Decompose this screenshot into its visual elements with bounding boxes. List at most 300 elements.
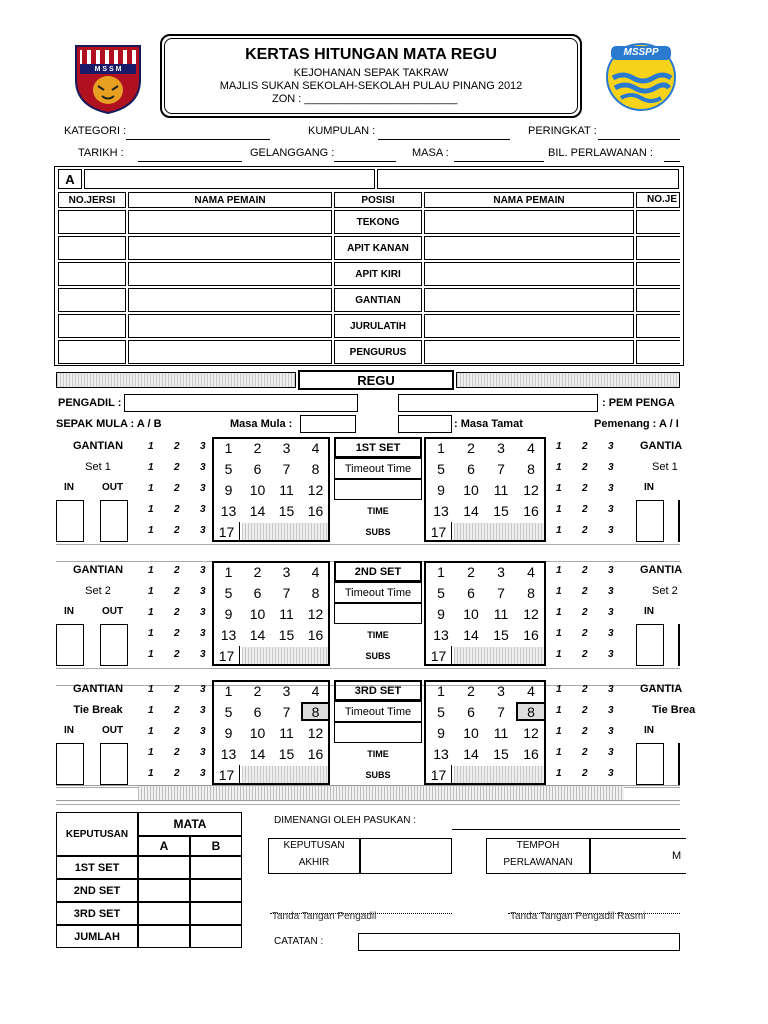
score-num-left[interactable]: 11 [279, 605, 294, 622]
small-num-right[interactable]: 2 [582, 565, 588, 576]
jersi-input-left[interactable] [58, 236, 126, 260]
result-score-b[interactable] [190, 902, 242, 925]
small-num-left[interactable]: 1 [148, 628, 154, 639]
score-num-right[interactable]: 16 [523, 745, 539, 762]
score-num-left[interactable]: 15 [278, 745, 295, 762]
set-gantian-right: GANTIA [640, 683, 683, 695]
score-num-right[interactable]: 12 [523, 724, 539, 741]
set-name-left: Set 1 [85, 461, 111, 473]
score-num-left[interactable]: 8 [311, 460, 320, 477]
keputusan-akhir-input[interactable] [360, 838, 452, 874]
small-num-right[interactable]: 2 [582, 607, 588, 618]
result-score-b[interactable] [190, 856, 242, 879]
small-num-right[interactable]: 3 [608, 525, 614, 536]
score-num-right[interactable]: 1 [437, 439, 445, 456]
score-num-left[interactable]: 7 [282, 460, 291, 477]
masa-mula-input[interactable] [300, 415, 356, 433]
small-num-right[interactable]: 2 [582, 586, 588, 597]
small-num-left[interactable]: 1 [148, 607, 154, 618]
info-gelanggang-line[interactable] [334, 161, 396, 162]
score-num-right[interactable]: 12 [523, 481, 539, 498]
tempoh-m: M [672, 850, 682, 862]
score-num-left[interactable]: 9 [224, 481, 233, 498]
jersi-input-left[interactable] [58, 288, 126, 312]
small-num-right[interactable]: 1 [556, 684, 562, 695]
team-name-input-right[interactable] [377, 169, 679, 189]
small-num-left[interactable]: 2 [174, 726, 180, 737]
small-num-left[interactable]: 3 [200, 705, 206, 716]
nama-input-right[interactable] [424, 340, 634, 364]
score-num-left[interactable]: 6 [253, 460, 262, 477]
small-num-right[interactable]: 3 [608, 441, 614, 452]
jersi-input-right[interactable] [636, 236, 680, 260]
score-num-right[interactable]: 9 [437, 481, 445, 498]
score-num-left[interactable]: 2 [253, 682, 262, 699]
set-name-right: Set 2 [652, 585, 678, 597]
score-num-left[interactable]: 5 [224, 584, 233, 601]
masa-tamat-input[interactable] [398, 415, 452, 433]
small-num-right[interactable]: 1 [556, 525, 562, 536]
set-label: 3RD SET [334, 680, 422, 701]
col-nama: NAMA PEMAIN [128, 192, 332, 208]
sub-in-box-right[interactable] [636, 624, 664, 666]
score-num-left[interactable]: 7 [282, 703, 291, 720]
small-num-left[interactable]: 2 [174, 649, 180, 660]
small-num-right[interactable]: 1 [556, 483, 562, 494]
jersi-input-right[interactable] [636, 340, 680, 364]
small-num-left[interactable]: 1 [148, 747, 154, 758]
set-name-right: Tie Brea [652, 704, 696, 716]
small-num-left[interactable]: 3 [200, 441, 206, 452]
score-num-left[interactable]: 16 [307, 626, 324, 643]
small-num-right[interactable]: 3 [608, 726, 614, 737]
set-gantian-left: GANTIAN [72, 683, 124, 695]
score-num-left[interactable]: 8 [311, 584, 320, 601]
small-num-left[interactable]: 3 [200, 747, 206, 758]
subs-label: SUBS [365, 769, 391, 780]
keputusan-akhir-2: AKHIR [298, 857, 330, 868]
score-num-left[interactable]: 3 [282, 563, 291, 580]
small-num-right[interactable]: 2 [582, 768, 588, 779]
jersi-input-left[interactable] [58, 262, 126, 286]
set-name-right: Set 1 [652, 461, 678, 473]
small-num-right[interactable]: 1 [556, 726, 562, 737]
timeout-label: Timeout Time [334, 582, 422, 603]
jersi-input-right[interactable] [636, 288, 680, 312]
sub-out-box-left[interactable] [100, 624, 128, 666]
position-label: TEKONG [334, 210, 422, 234]
score-num-right[interactable]: 17 [426, 646, 452, 665]
jersi-input-left[interactable] [58, 340, 126, 364]
score-num-right[interactable]: 6 [467, 584, 475, 601]
score-num-right[interactable]: 14 [463, 502, 479, 519]
score-num-left[interactable]: 8 [301, 702, 330, 721]
score-num-right[interactable]: 14 [463, 745, 479, 762]
regu-title: REGU [298, 370, 454, 390]
score-num-left[interactable]: 11 [279, 481, 294, 498]
small-num-right[interactable]: 1 [556, 441, 562, 452]
score-num-right[interactable]: 3 [497, 439, 505, 456]
score-hatch-right [454, 647, 544, 664]
set-in-right: IN [644, 725, 654, 736]
small-num-right[interactable]: 3 [608, 462, 614, 473]
nama-input-left[interactable] [128, 340, 332, 364]
score-num-right[interactable]: 9 [437, 724, 445, 741]
small-num-right[interactable]: 2 [582, 705, 588, 716]
col-jersi: NO.JERSI [58, 192, 126, 208]
info-bil: BIL. PERLAWANAN : [548, 147, 653, 159]
score-num-left[interactable]: 13 [220, 626, 237, 643]
small-num-left[interactable]: 2 [174, 462, 180, 473]
small-num-right[interactable]: 2 [582, 747, 588, 758]
score-num-left[interactable]: 4 [311, 682, 320, 699]
small-num-left[interactable]: 2 [174, 684, 180, 695]
score-num-left[interactable]: 1 [224, 563, 233, 580]
score-num-left[interactable]: 6 [253, 584, 262, 601]
score-num-left[interactable]: 2 [253, 439, 262, 456]
score-num-right[interactable]: 1 [437, 682, 445, 699]
score-num-right[interactable]: 8 [527, 584, 535, 601]
score-num-right[interactable]: 7 [497, 703, 505, 720]
result-score-a[interactable] [138, 902, 190, 925]
small-num-left[interactable]: 2 [174, 628, 180, 639]
score-num-left[interactable]: 1 [224, 439, 233, 456]
small-num-left[interactable]: 1 [148, 768, 154, 779]
score-num-right[interactable]: 2 [467, 439, 475, 456]
small-num-left[interactable]: 1 [148, 483, 154, 494]
score-num-right[interactable]: 3 [497, 682, 505, 699]
score-num-right[interactable]: 7 [497, 460, 505, 477]
score-num-left[interactable]: 4 [311, 439, 320, 456]
score-num-right[interactable]: 13 [433, 745, 449, 762]
small-num-left[interactable]: 1 [148, 525, 154, 536]
score-num-left[interactable]: 3 [282, 439, 291, 456]
small-num-left[interactable]: 2 [174, 525, 180, 536]
set-name-left: Set 2 [85, 585, 111, 597]
small-num-right[interactable]: 2 [582, 726, 588, 737]
col-posisi: POSISI [334, 192, 422, 208]
score-num-left[interactable]: 2 [253, 563, 262, 580]
small-num-right[interactable]: 2 [582, 525, 588, 536]
score-num-left[interactable]: 3 [282, 682, 291, 699]
score-num-right[interactable]: 4 [527, 682, 535, 699]
score-num-left[interactable]: 17 [214, 765, 240, 784]
nama-input-right[interactable] [424, 236, 634, 260]
small-num-right[interactable]: 3 [608, 747, 614, 758]
position-label: APIT KIRI [334, 262, 422, 286]
regu-hatch-right [456, 372, 680, 388]
score-num-left[interactable]: 6 [253, 703, 262, 720]
small-num-left[interactable]: 1 [148, 462, 154, 473]
score-num-right[interactable]: 15 [493, 745, 509, 762]
info-bil-line[interactable] [664, 161, 680, 162]
jersi-input-right[interactable] [636, 262, 680, 286]
score-num-right[interactable]: 5 [437, 703, 445, 720]
col-nama2: NAMA PEMAIN [424, 192, 634, 208]
result-row-label: JUMLAH [56, 925, 138, 948]
score-num-left[interactable]: 14 [249, 502, 266, 519]
score-num-right[interactable]: 17 [426, 765, 452, 784]
info-masa-line[interactable] [454, 161, 544, 162]
score-num-left[interactable]: 17 [214, 522, 240, 541]
small-num-left[interactable]: 1 [148, 726, 154, 737]
score-num-right[interactable]: 16 [523, 626, 539, 643]
score-num-left[interactable]: 13 [220, 502, 237, 519]
nama-input-right[interactable] [424, 288, 634, 312]
sub-in-box-right[interactable] [636, 743, 664, 785]
pengadil-input[interactable] [124, 394, 358, 412]
score-num-left[interactable]: 14 [249, 626, 266, 643]
small-num-right[interactable]: 3 [608, 565, 614, 576]
score-num-left[interactable]: 4 [311, 563, 320, 580]
pemenang-label: Pemenang : A / I [594, 418, 679, 430]
score-num-right[interactable]: 2 [467, 682, 475, 699]
result-score-a[interactable] [138, 856, 190, 879]
dimenangi-line[interactable] [452, 829, 680, 830]
small-num-left[interactable]: 3 [200, 649, 206, 660]
pem-input[interactable] [398, 394, 598, 412]
score-num-right[interactable]: 2 [467, 563, 475, 580]
small-num-right[interactable]: 3 [608, 628, 614, 639]
small-num-right[interactable]: 3 [608, 768, 614, 779]
small-num-right[interactable]: 1 [556, 747, 562, 758]
score-num-right[interactable]: 8 [516, 702, 546, 721]
score-num-left[interactable]: 5 [224, 460, 233, 477]
sign2-label: Tanda Tangan Pengadil Rasmi [510, 911, 646, 922]
small-num-left[interactable]: 2 [174, 483, 180, 494]
score-num-right[interactable]: 10 [463, 481, 479, 498]
small-num-left[interactable]: 2 [174, 747, 180, 758]
score-num-right[interactable]: 4 [527, 563, 535, 580]
jersi-input-left[interactable] [58, 210, 126, 234]
small-num-right[interactable]: 2 [582, 441, 588, 452]
result-score-a[interactable] [138, 925, 190, 948]
info-peringkat-line[interactable] [598, 139, 680, 140]
info-kategori-line[interactable] [126, 139, 270, 140]
score-num-left[interactable]: 15 [278, 502, 295, 519]
score-num-right[interactable]: 11 [493, 605, 509, 622]
score-num-left[interactable]: 9 [224, 724, 233, 741]
score-num-right[interactable]: 1 [437, 563, 445, 580]
small-num-left[interactable]: 2 [174, 586, 180, 597]
timeout-label: Timeout Time [334, 701, 422, 722]
sign1-label: Tanda Tangan Pengadil [272, 911, 377, 922]
small-num-right[interactable]: 1 [556, 768, 562, 779]
nama-input-left[interactable] [128, 262, 332, 286]
small-num-right[interactable]: 3 [608, 607, 614, 618]
small-num-right[interactable]: 1 [556, 565, 562, 576]
score-num-right[interactable]: 13 [433, 502, 449, 519]
score-num-right[interactable]: 6 [467, 460, 475, 477]
score-num-right[interactable]: 3 [497, 563, 505, 580]
score-num-right[interactable]: 17 [426, 522, 452, 541]
subs-label: SUBS [365, 526, 391, 537]
score-num-right[interactable]: 10 [463, 605, 479, 622]
small-num-right[interactable]: 1 [556, 462, 562, 473]
position-label: JURULATIH [334, 314, 422, 338]
score-num-left[interactable]: 10 [249, 605, 266, 622]
score-num-left[interactable]: 13 [220, 745, 237, 762]
team-name-input-left[interactable] [84, 169, 375, 189]
score-num-right[interactable]: 14 [463, 626, 479, 643]
small-num-left[interactable]: 2 [174, 705, 180, 716]
small-num-left[interactable]: 1 [148, 565, 154, 576]
info-tarikh-line[interactable] [138, 161, 242, 162]
timeout-input[interactable] [334, 722, 422, 743]
score-num-left[interactable]: 12 [307, 605, 324, 622]
info-kategori: KATEGORI : [64, 125, 127, 137]
score-num-left[interactable]: 16 [307, 502, 324, 519]
small-num-left[interactable]: 2 [174, 768, 180, 779]
sub-out-box-left[interactable] [100, 743, 128, 785]
timeout-input[interactable] [334, 603, 422, 624]
small-num-left[interactable]: 1 [148, 649, 154, 660]
score-num-left[interactable]: 5 [224, 703, 233, 720]
set-gantian-right: GANTIA [640, 440, 683, 452]
small-num-right[interactable]: 3 [608, 684, 614, 695]
score-num-right[interactable]: 11 [493, 481, 509, 498]
score-num-right[interactable]: 13 [433, 626, 449, 643]
score-num-left[interactable]: 12 [307, 724, 324, 741]
small-num-left[interactable]: 1 [148, 504, 154, 515]
pengadil-label: PENGADIL : [58, 397, 122, 409]
score-num-right[interactable]: 8 [527, 460, 535, 477]
small-num-right[interactable]: 1 [556, 504, 562, 515]
small-num-left[interactable]: 3 [200, 726, 206, 737]
small-num-right[interactable]: 2 [582, 684, 588, 695]
small-num-left[interactable]: 3 [200, 462, 206, 473]
nama-input-left[interactable] [128, 236, 332, 260]
score-num-left[interactable]: 16 [307, 745, 324, 762]
small-num-right[interactable]: 1 [556, 649, 562, 660]
small-num-right[interactable]: 2 [582, 462, 588, 473]
small-num-right[interactable]: 3 [608, 504, 614, 515]
logo-mssm-text: M S S M [94, 66, 122, 73]
jersi-input-left[interactable] [58, 314, 126, 338]
small-num-left[interactable]: 3 [200, 628, 206, 639]
small-num-left[interactable]: 1 [148, 705, 154, 716]
result-score-b[interactable] [190, 879, 242, 902]
small-num-left[interactable]: 3 [200, 607, 206, 618]
sub-out-box-left[interactable] [100, 500, 128, 542]
score-num-left[interactable]: 11 [279, 724, 294, 741]
nama-input-right[interactable] [424, 210, 634, 234]
score-num-left[interactable]: 9 [224, 605, 233, 622]
small-num-right[interactable]: 2 [582, 504, 588, 515]
mata-b: B [190, 836, 242, 856]
info-masa: MASA : [412, 147, 449, 159]
score-num-right[interactable]: 16 [523, 502, 539, 519]
score-num-right[interactable]: 5 [437, 460, 445, 477]
small-num-right[interactable]: 1 [556, 586, 562, 597]
nama-input-left[interactable] [128, 288, 332, 312]
keputusan-label: KEPUTUSAN [56, 812, 138, 856]
small-num-left[interactable]: 3 [200, 504, 206, 515]
small-num-left[interactable]: 3 [200, 525, 206, 536]
score-num-right[interactable]: 9 [437, 605, 445, 622]
result-score-b[interactable] [190, 925, 242, 948]
score-hatch-left [242, 647, 328, 664]
small-num-left[interactable]: 2 [174, 565, 180, 576]
score-num-right[interactable]: 4 [527, 439, 535, 456]
sepak-mula: SEPAK MULA : A / B [56, 418, 162, 430]
nama-input-right[interactable] [424, 314, 634, 338]
score-num-right[interactable]: 5 [437, 584, 445, 601]
small-num-left[interactable]: 2 [174, 504, 180, 515]
score-num-right[interactable]: 15 [493, 626, 509, 643]
small-num-left[interactable]: 3 [200, 768, 206, 779]
dimenangi-label: DIMENANGI OLEH PASUKAN : [274, 815, 417, 826]
small-num-right[interactable]: 3 [608, 705, 614, 716]
small-num-left[interactable]: 3 [200, 565, 206, 576]
jersi-input-right[interactable] [636, 314, 680, 338]
small-num-right[interactable]: 1 [556, 705, 562, 716]
sub-in-box-left[interactable] [56, 743, 84, 785]
catatan-label: CATATAN : [274, 936, 324, 947]
score-num-right[interactable]: 6 [467, 703, 475, 720]
small-num-right[interactable]: 3 [608, 586, 614, 597]
nama-input-left[interactable] [128, 210, 332, 234]
score-num-right[interactable]: 12 [523, 605, 539, 622]
small-num-left[interactable]: 3 [200, 483, 206, 494]
set-out-left: OUT [102, 482, 124, 493]
small-num-right[interactable]: 3 [608, 483, 614, 494]
jersi-input-right[interactable] [636, 210, 680, 234]
small-num-left[interactable]: 1 [148, 441, 154, 452]
header-box [160, 34, 582, 118]
catatan-input[interactable] [358, 933, 680, 951]
score-num-left[interactable]: 15 [278, 626, 295, 643]
small-num-right[interactable]: 1 [556, 628, 562, 639]
small-num-right[interactable]: 2 [582, 483, 588, 494]
sub-in-box-right[interactable] [636, 500, 664, 542]
small-num-left[interactable]: 1 [148, 684, 154, 695]
nama-input-left[interactable] [128, 314, 332, 338]
small-num-right[interactable]: 1 [556, 607, 562, 618]
small-num-right[interactable]: 2 [582, 649, 588, 660]
info-kumpulan-line[interactable] [378, 139, 510, 140]
nama-input-right[interactable] [424, 262, 634, 286]
score-num-left[interactable]: 1 [224, 682, 233, 699]
score-num-right[interactable]: 7 [497, 584, 505, 601]
small-num-left[interactable]: 1 [148, 586, 154, 597]
score-num-left[interactable]: 10 [249, 481, 266, 498]
small-num-right[interactable]: 3 [608, 649, 614, 660]
mata-a: A [138, 836, 190, 856]
small-num-left[interactable]: 3 [200, 684, 206, 695]
sub-in-box-left[interactable] [56, 500, 84, 542]
score-num-left[interactable]: 12 [307, 481, 324, 498]
score-num-left[interactable]: 17 [214, 646, 240, 665]
timeout-input[interactable] [334, 479, 422, 500]
position-label: PENGURUS [334, 340, 422, 364]
sub-in-box-left[interactable] [56, 624, 84, 666]
bottom-hatch [138, 785, 624, 801]
set-out-left: OUT [102, 725, 124, 736]
score-num-right[interactable]: 15 [493, 502, 509, 519]
score-num-left[interactable]: 10 [249, 724, 266, 741]
small-num-left[interactable]: 2 [174, 441, 180, 452]
score-num-right[interactable]: 11 [493, 724, 509, 741]
result-score-a[interactable] [138, 879, 190, 902]
small-num-right[interactable]: 2 [582, 628, 588, 639]
score-num-right[interactable]: 10 [463, 724, 479, 741]
score-num-left[interactable]: 14 [249, 745, 266, 762]
small-num-left[interactable]: 2 [174, 607, 180, 618]
small-num-left[interactable]: 3 [200, 586, 206, 597]
score-num-left[interactable]: 7 [282, 584, 291, 601]
result-row-label: 2ND SET [56, 879, 138, 902]
